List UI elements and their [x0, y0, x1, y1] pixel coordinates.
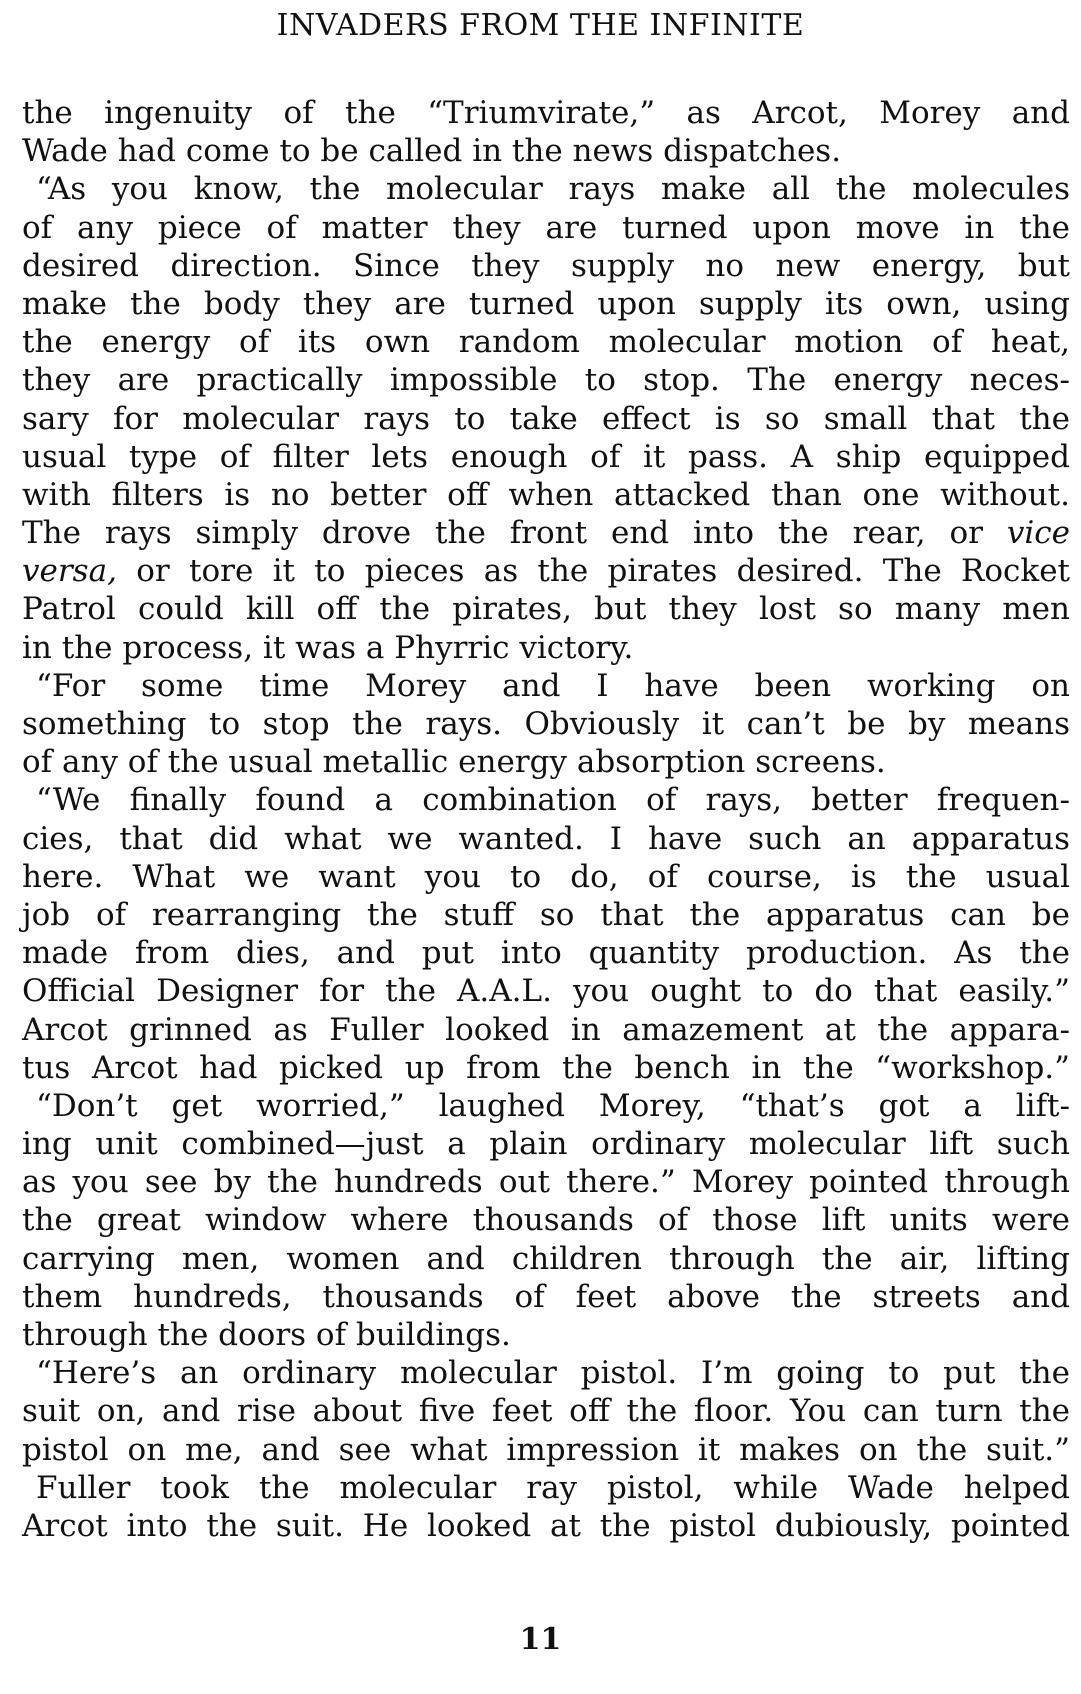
text-line: of any piece of matter they are turned upon move in the [22, 209, 1070, 246]
text-line: suit on, and rise about five feet off the floor. You can turn the [22, 1393, 1070, 1430]
text-line: sary for molecular rays to take effect is so small that the [22, 400, 1070, 437]
text-line: here. What we want you to do, of course, is the usual [22, 858, 1070, 895]
text-line: “Don’t get worried,” laughed Morey, “that’s got a lift- [36, 1087, 1070, 1124]
text-line: with filters is no better off when attacked than one without. [22, 476, 1070, 513]
body-text [22, 94, 1070, 1545]
italic-phrase: versa, [22, 553, 117, 590]
text-line: the energy of its own random molecular motion of heat, [22, 324, 1070, 361]
text-line: through the doors of buildings. [22, 1317, 511, 1353]
text-line: of any of the usual metallic energy absorption screens. [22, 744, 886, 781]
text-line: the ingenuity of the “Triumvirate,” as Arcot, Morey and [22, 95, 1070, 131]
text-line: ing unit combined—just a plain ordinary molecular lift such [22, 1126, 1070, 1163]
text-line: “Here’s an ordinary molecular pistol. I’m going to put the [36, 1355, 1070, 1392]
italic-phrase: vice [1006, 515, 1070, 552]
text-line: tus Arcot had picked up from the bench in the “workshop.” [22, 1049, 1070, 1086]
text-line: as you see by the hundreds out there.” Morey pointed through [22, 1164, 1070, 1201]
text-line: cies, that did what we wanted. I have such an apparatus [22, 820, 1070, 857]
text-line: they are practically impossible to stop. The energy neces- [22, 362, 1070, 399]
text-line: Fuller took the molecular ray pistol, while Wade helped [36, 1469, 1070, 1506]
page-number: 11 [519, 1622, 562, 1657]
running-head: INVADERS FROM THE INFINITE [276, 8, 805, 43]
text-line: “For some time Morey and I have been working on [36, 667, 1070, 704]
text-line: job of rearranging the stuff so that the apparatus can be [22, 896, 1070, 933]
text-line: them hundreds, thousands of feet above the streets and [22, 1278, 1070, 1315]
text-line: carrying men, women and children through the air, lifting [22, 1240, 1070, 1277]
text-line: “We finally found a combination of rays, better frequen- [36, 782, 1070, 819]
text-line: make the body they are turned upon supply its own, using [22, 285, 1070, 322]
text-line: desired direction. Since they supply no new energy, but [22, 247, 1070, 284]
text-line: Patrol could kill off the pirates, but they lost so many men [22, 591, 1070, 628]
text-line: usual type of filter lets enough of it pass. A ship equipped [22, 438, 1070, 475]
text-line: Wade had come to be called in the news dispatches. [22, 133, 842, 170]
text-line: Arcot into the suit. He looked at the pistol dubiously, pointed [22, 1507, 1070, 1544]
text-line: something to stop the rays. Obviously it can’t be by means [22, 706, 1070, 742]
text-line: “As you know, the molecular rays make all the molecules [36, 171, 1070, 208]
text-segment: The rays simply drove the front end into the rear, or [22, 515, 983, 552]
text-line: Official Designer for the A.A.L. you ought to do that easily.” [22, 973, 1070, 1010]
text-line: in the process, it was a Phyrric victory. [22, 629, 634, 666]
text-line: pistol on me, and see what impression it makes on the suit.” [22, 1431, 1070, 1468]
text-segment: or tore it to pieces as the pirates desired. The Rocket [136, 553, 1070, 590]
text-line [22, 552, 1070, 590]
text-line [22, 514, 1070, 552]
text-line: Arcot grinned as Fuller looked in amazement at the appara- [22, 1011, 1070, 1048]
text-line: the great window where thousands of those lift units were [22, 1202, 1070, 1239]
text-line: made from dies, and put into quantity production. As the [22, 935, 1070, 972]
